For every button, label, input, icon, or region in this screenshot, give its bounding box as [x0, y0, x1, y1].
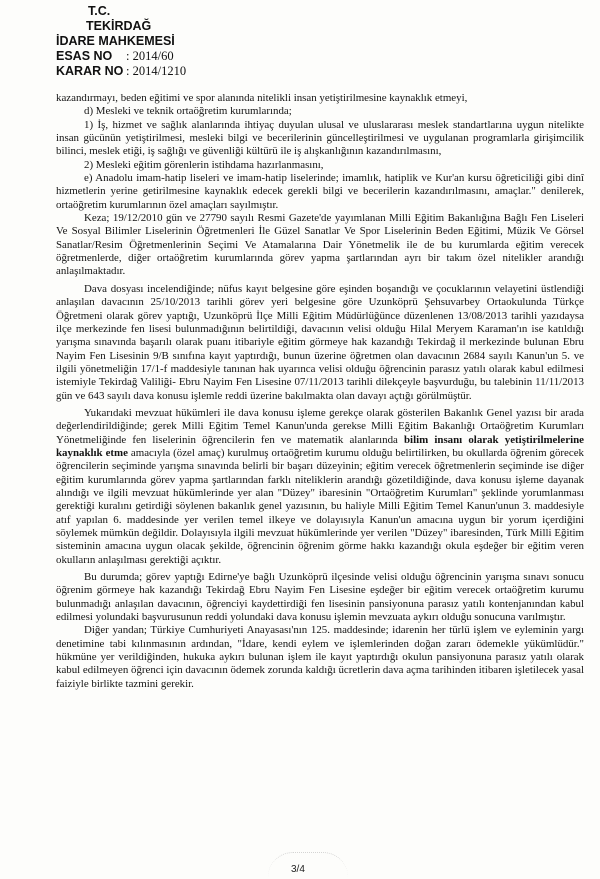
esas-row [56, 49, 186, 64]
paragraph: Bu durumda; görev yaptığı Edirne'ye bağlı Uzunköprü ilçesinde velisi olduğu öğrencinin yarışma sınavı sonucu öğrenim görmeye hak kazandığı Tekirdağ Ebru Nayim Fen Lisesine eşdeğer bir eğitim verecek ortaöğretim kurumu bulunmadığı anlaşılan davacının, öğrenciyi kaydettirdiği fen lisesinin pansiyonuna parasız yatılı kontenjanından kabul edilmesi yolundaki başvurusunun reddi yolundaki dava konusu işlemin mevzuata aykırı olduğu sonucuna varılmıştır. [56, 571, 584, 624]
paragraph: Keza; 19/12/2010 gün ve 27790 sayılı Resmi Gazete'de yayımlanan Milli Eğitim Bakanlığına Bağlı Fen Liseleri Ve Sosyal Bilimler Liselerinin Öğretmenleri İle Güzel Sanatlar Ve Spor Liselerinin Beden Eğitimi, Müzik Ve Görsel Sanatlar/Resim Öğretmenlerinin Seçimi Ve Atamalarına Dair Yönetmelik ile de bu kurumlarda eğitim verecek öğretmenlerde, diğer ortaöğretim kurumlarında görev yapma şartlarından ayrı bir takım özel nitelikler arandığı anlaşılmaktadır. [56, 212, 584, 278]
court-header [56, 4, 186, 79]
header-court-name: İDARE MAHKEMESİ [56, 34, 175, 48]
paragraph: 1) İş, hizmet ve sağlık alanlarında ihtiyaç duyulan ulusal ve uluslararası meslek standartlarına uygun nitelikte insan gücünün yetiştirilmesi, mesleki bilgi ve becerilerinin güncelleştirilmesi ve uygulanan programlarla girişimcilik bilinci, meslek etiği, iş sağlığı ve güvenliği kültürü ile iş alışkanlığının kazandırılmasını, [56, 118, 584, 158]
karar-value: : 2014/1210 [126, 64, 187, 78]
paragraph [56, 407, 584, 567]
paragraph: Dava dosyası incelendiğinde; nüfus kayıt belgesine göre eşinden boşandığı ve çocuklarının velayetini üstlendiği anlaşılan davacının 25/10/2013 tarihli görev yeri belgesine göre Uzunköprü Şehsuvarbey Ortaokulunda Türkçe Öğretmeni olarak görev yaptığı, Uzunköprü İlçe Milli Eğitim Müdürlüğünce düzenlenen 13/08/2013 tarihli yazıdaysa ilçe merkezinde fen lisesi bulunmadığının belirtildiği, davacının velisi olduğu Hilal Meryem Karaman'ın ise katıldığı yarışma sınavında başarılı olarak puanı itibariyle eğitim görmeye hak kazandığı Tekirdağ il merkezinde bulunan Ebru Nayim Fen Lisesinin 9/B sınıfına kayıt yaptırdığı, bunun üzerine öğretmen olan davacının 2684 sayılı Kanun'un 5. ve ilgili yönetmeliğin 17/1-f maddesiyle tanınan hak uyarınca velisi olduğu öğrencinin parasız yatılı olarak kabul edilmesi istemiyle Tekirdağ Valiliği- Ebru Nayim Fen Lisesine 07/11/2013 tarihli dilekçeyle başvurduğu, bu talebinin 11/11/2013 gün ve 643 sayılı dava konusu işlemle reddi üzerine bakılmakta olan davayı açtığı görülmüştür. [56, 282, 584, 402]
karar-row [56, 64, 186, 79]
esas-label: ESAS NO [56, 49, 113, 63]
paragraph: 2) Mesleki eğitim görenlerin istihdama hazırlanmasını, [84, 158, 324, 171]
emphasized-text: bilim insanı olarak yetiştirilmelerine kaynaklık etme [56, 433, 584, 459]
paragraph-text: amacıyla (özel amaç) kurulmuş ortaöğretim kurumu olduğu belirtilirken, bu okullarda öğrenim görecek öğrencilerin seçiminde yarışma sınavında belirli bir başarı düzeyinin; eğitim verecek öğretmenlerin seçiminde ise diğer eğitim kurumlarında görev yapma şartlarından farklı niteliklerin arandığı gözetildiğinde, dava konusu işleme dayanak alındığı ve ilgili mevzuat hükümlerinde yer alan "Düzey" ibaresinin "Ortaöğretim Kurumları" şeklinde yorumlanması gerektiği kuralını getirdiği söylenen bakanlık genel yazısının, bu haliyle Milli Eğitim Temel Kanun'unun 3. maddesiyle atıf yapılan 6. maddesinde yer verilen temel ilkeye ve dolayısıyla Kanun'un amacına uygun bir yorum içerdiğini söylemek mümkün değildir. Dolayısıyla ilgili mevzuat hükümlerinde yer verilen "Düzey" ibaresinden, Türk Milli Eğitim sisteminin amacına uygun olacak şekilde, öğrencinin öğrenim görme hakkı kazandığı okula eşdeğer bir eğitim veren okulların anlaşılması gerektiği açıktır. [56, 446, 584, 566]
karar-label: KARAR NO [56, 64, 124, 78]
paragraph: d) Mesleki ve teknik ortaöğretim kurumlarında; [84, 105, 292, 118]
paragraph: e) Anadolu imam-hatip liseleri ve imam-hatip liselerinde; imamlık, hatiplik ve Kur'an kursu öğreticiliği gibi dinî hizmetlerin yerine getirilmesine kaynaklık edecek gerekli bilgi ve becerilerin kazandırılmasını, amaçlar." denilerek, ortaöğretim kurumlarının özel amaçları sayılmıştır. [56, 172, 584, 211]
esas-value: : 2014/60 [126, 49, 174, 63]
header-city: TEKİRDAĞ [86, 19, 152, 33]
faint-stamp [268, 852, 348, 877]
paragraph: kazandırmayı, beden eğitimi ve spor alanında nitelikli insan yetiştirilmesine kaynaklık etmeyi, [56, 92, 468, 104]
paragraph-text: Yukarıdaki mevzuat hükümleri ile dava konusu işleme gerekçe olarak gösterilen Bakanlık Genel yazısı bir arada değerlendirildiğinde; gerek Milli Eğitim Temel Kanun'unda gerekse Milli Eğitim Bakanlığı Ortaöğretim Kurumları Yönetmeliğinde fen liselerinin öğrencilerin fen ve matematik alanlarında [56, 406, 584, 446]
header-tc: T.C. [88, 4, 111, 18]
page-number: 3/4 [291, 864, 305, 875]
paragraph: Diğer yandan; Türkiye Cumhuriyeti Anayasası'nın 125. maddesinde; idarenin her türlü işlem ve eyleminin yargı denetimine tabi kılınmasının ardından, "İdare, kendi eylem ve işlemlerinden doğan zararı ödemekle yükümlüdür." hükmüne yer verildiğinden, hukuka aykırı bulunan işlem ile kayıt yaptırdığı okulun pansiyonuna parasız yatılı olarak kabul edilmeyen öğrenci için davacının ödemek zorunda kaldığı ücretlerin dava açma tarihinden itibaren işletilecek yasal faiziyle birlikte tazmini gerekir. [56, 624, 584, 690]
decision-body [56, 92, 584, 691]
